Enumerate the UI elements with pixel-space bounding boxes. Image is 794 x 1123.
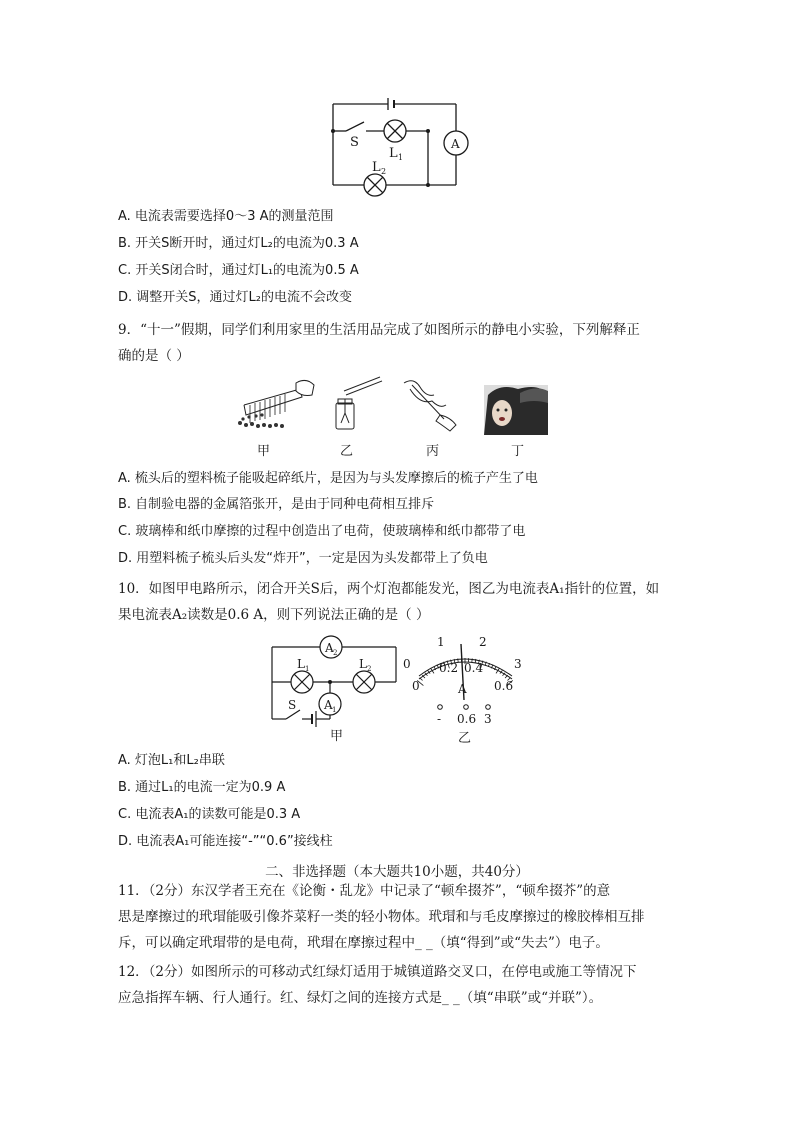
- scale-bottom-1: 0.2: [439, 661, 459, 675]
- q11-line1: 11．（2分）东汉学者王充在《论衡・乱龙》中记录了“顿牟掇芥”，“顿牟掇芥”的意: [118, 883, 611, 899]
- electroscope-image: [336, 377, 382, 429]
- l1-label: L: [297, 657, 305, 671]
- lamp1-subscript: 1: [398, 153, 404, 162]
- q8-option-c: C. 开关S闭合时，通过灯L₁的电流为0.5 A: [118, 263, 359, 278]
- l1-subscript: 1: [305, 665, 310, 673]
- figure-label-yi: 乙: [340, 444, 354, 459]
- scale-top-3: 3: [514, 657, 522, 671]
- scale-top-1: 1: [437, 635, 445, 649]
- q10-stem-line1: 10．如图甲电路所示，闭合开关S后，两个灯泡都能发光，图乙为电流表A₁指针的位置，如: [118, 581, 660, 597]
- q8-option-b: B. 开关S断开时，通过灯L₂的电流为0.3 A: [118, 236, 359, 251]
- meter-unit: A: [458, 682, 467, 696]
- a1-subscript: 1: [332, 706, 337, 714]
- a1-label: A: [324, 698, 333, 712]
- meter-tick: [420, 678, 423, 681]
- q10-option-b: B. 通过L₁的电流一定为0.9 A: [118, 780, 286, 795]
- q9-stem-line1: 9．“十一”假期，同学们利用家里的生活用品完成了如图所示的静电小实验，下列解释正: [118, 322, 640, 338]
- figure-label-ding: 丁: [511, 444, 525, 459]
- hair-comb-photo: [484, 385, 548, 435]
- q10-option-c: C. 电流表A₁的读数可能是0.3 A: [118, 807, 301, 822]
- lamp2-subscript: 2: [381, 167, 387, 176]
- a2-label: A: [325, 641, 334, 655]
- comb-and-paper-image: [238, 380, 314, 428]
- q8-option-a: A. 电流表需要选择0～3 A的测量范围: [118, 209, 334, 224]
- ammeter-label: A: [451, 137, 460, 151]
- q9-stem-line2: 确的是（ ）: [118, 348, 190, 364]
- caption-yi: 乙: [458, 731, 472, 746]
- circuit-diagram-q8: [0, 0, 794, 200]
- static-experiments-illustration: [0, 375, 794, 455]
- switch-label: S: [350, 135, 359, 150]
- scale-bottom-3: 0.6: [494, 679, 514, 693]
- figure-label-bing: 丙: [426, 444, 440, 459]
- q12-line1: 12．（2分）如图所示的可移动式红绿灯适用于城镇道路交叉口，在停电或施工等情况下: [118, 964, 637, 980]
- scale-top-2: 2: [479, 635, 487, 649]
- q10-stem-line2: 果电流表A₂读数是0.6 A，则下列说法正确的是（ ）: [118, 607, 430, 623]
- scale-bottom-2: 0.4: [464, 661, 484, 675]
- a2-subscript: 2: [333, 649, 338, 657]
- q11-line2: 思是摩擦过的玳瑁能吸引像芥菜籽一类的轻小物体。玳瑁和与毛皮摩擦过的橡胶棒相互排: [118, 909, 645, 925]
- q9-option-a: A. 梳头后的塑料梳子能吸起碎纸片，是因为与头发摩擦后的梳子产生了电: [118, 471, 538, 486]
- l2-subscript: 2: [367, 665, 372, 673]
- terminal-3: 3: [484, 712, 492, 726]
- terminal-0.6: 0.6: [457, 712, 477, 726]
- q9-option-b: B. 自制验电器的金属箔张开，是由于同种电荷相互排斥: [118, 497, 435, 512]
- q9-option-d: D. 用塑料梳子梳头后头发“炸开”，一定是因为头发都带上了负电: [118, 551, 488, 566]
- caption-jia: 甲: [330, 729, 344, 744]
- switch-s-label: S: [288, 698, 297, 712]
- l2-label: L: [359, 657, 367, 671]
- q11-line3: 斥，可以确定玳瑁带的是电荷，玳瑁在摩擦过程中_ _（填“得到”或“失去”）电子。: [118, 935, 609, 951]
- q8-option-d: D. 调整开关S，通过灯L₂的电流不会改变: [118, 290, 352, 305]
- scale-top-0: 0: [403, 657, 411, 671]
- glass-rod-tissue-image: [404, 381, 456, 431]
- q10-option-d: D. 电流表A₁可能连接“-”“0.6”接线柱: [118, 834, 333, 849]
- ammeter-dial: [0, 630, 794, 750]
- lamp1-label: L: [389, 146, 398, 161]
- section-title: 二、非选择题（本大题共10小题，共40分）: [265, 864, 529, 880]
- q12-line2: 应急指挥车辆、行人通行。红、绿灯之间的连接方式是_ _（填“串联”或“并联”）。: [118, 990, 603, 1006]
- lamp2-label: L: [372, 160, 381, 175]
- terminal-negative: -: [437, 712, 442, 726]
- q9-option-c: C. 玻璃棒和纸巾摩擦的过程中创造出了电荷，使玻璃棒和纸巾都带了电: [118, 524, 526, 539]
- scale-bottom-0: 0: [412, 679, 420, 693]
- q10-option-a: A. 灯泡L₁和L₂串联: [118, 753, 225, 768]
- figure-label-jia: 甲: [257, 444, 271, 459]
